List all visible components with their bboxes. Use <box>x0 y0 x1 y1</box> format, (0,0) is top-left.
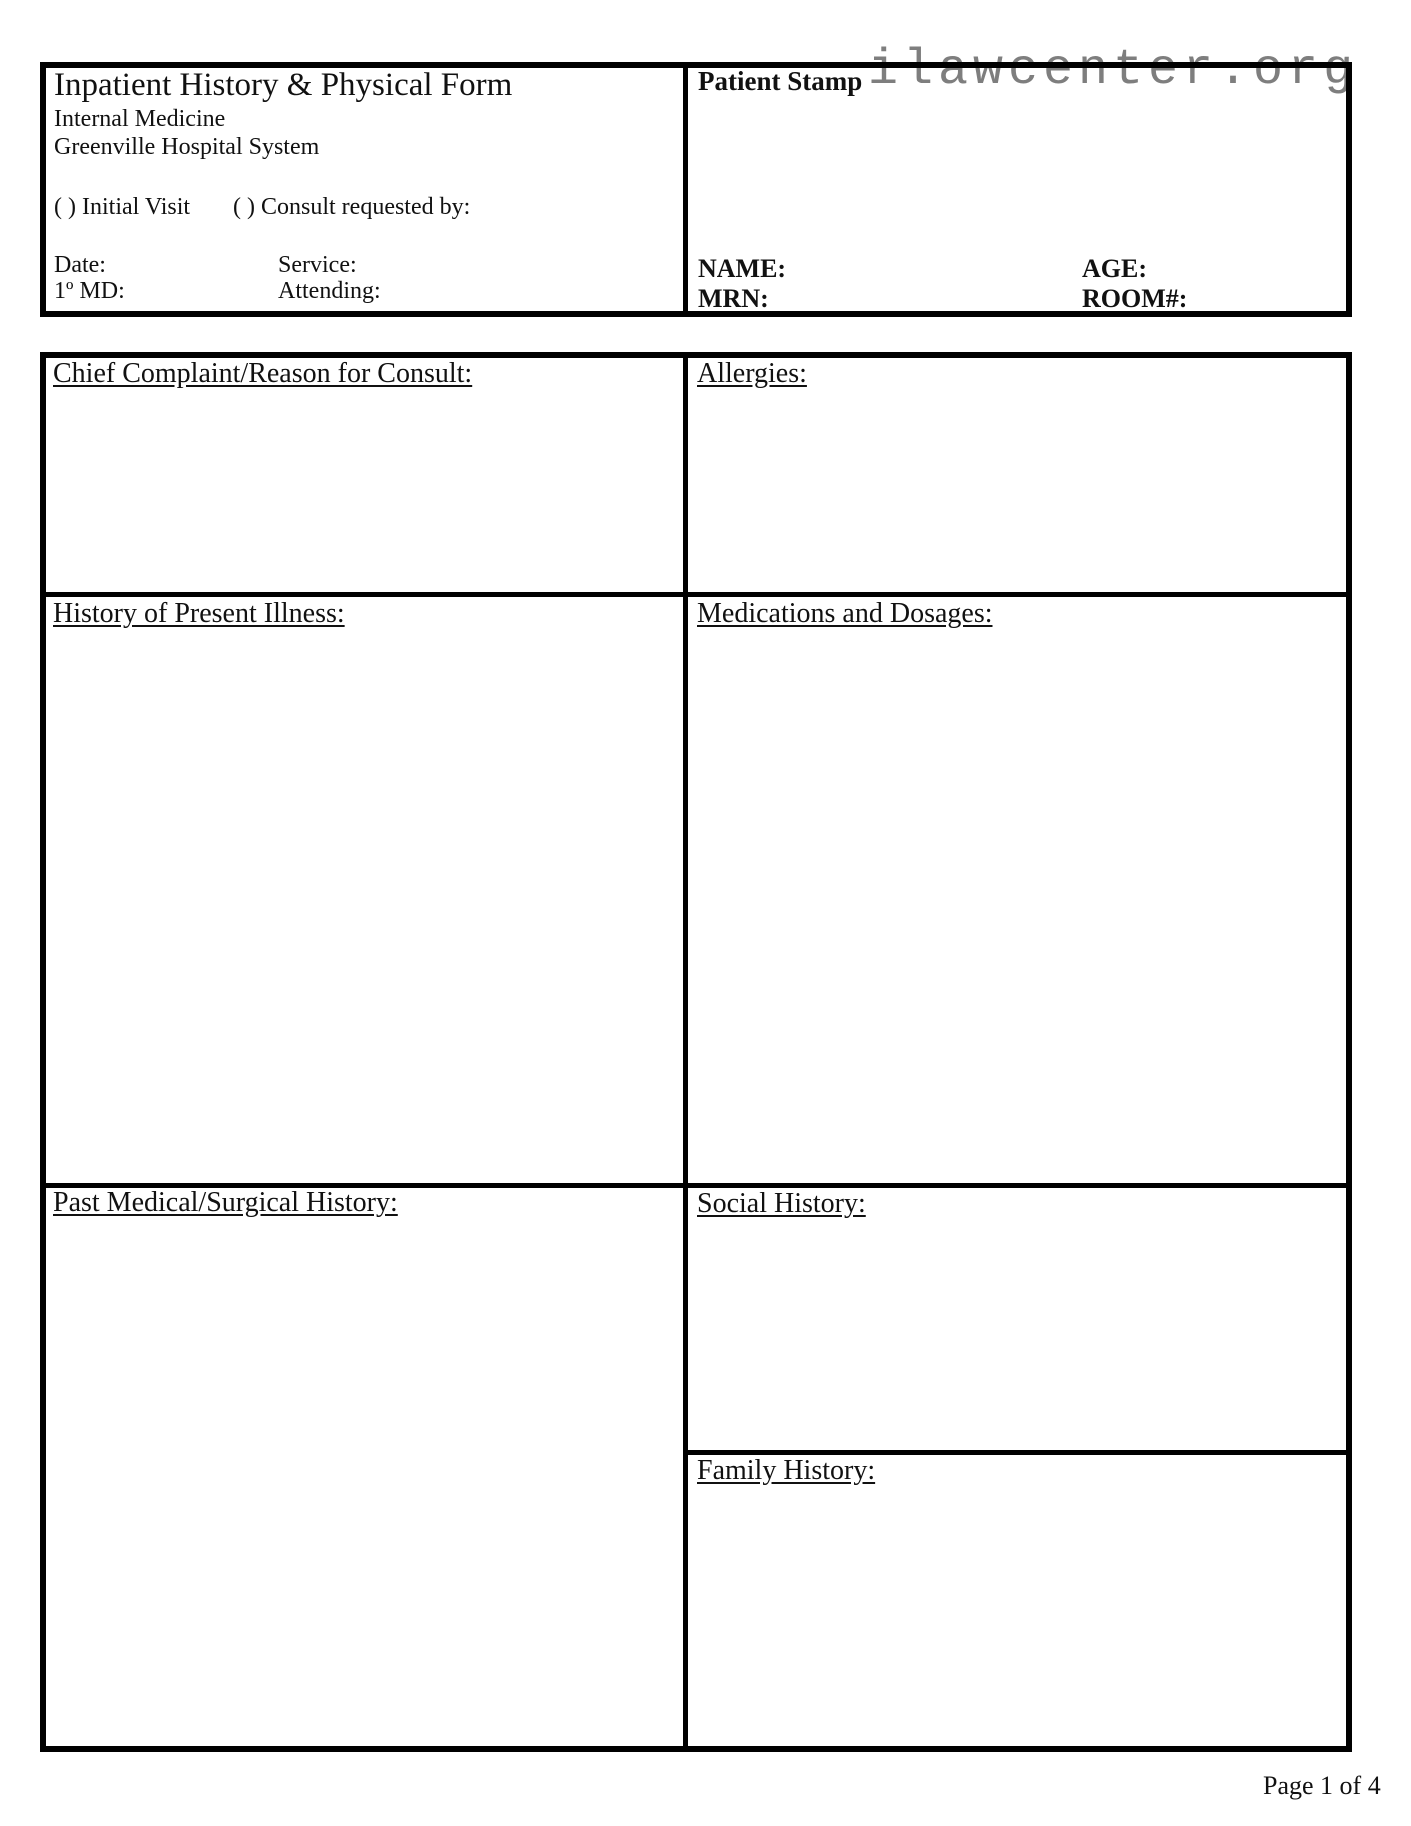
section-label-history-present-illness: History of Present Illness: <box>53 598 345 629</box>
department-subtitle: Internal Medicine <box>54 106 226 132</box>
attending-field-label: Attending: <box>278 278 381 304</box>
hospital-subtitle: Greenville Hospital System <box>54 134 320 160</box>
name-field-label: NAME: <box>698 254 787 283</box>
mrn-field-label: MRN: <box>698 284 769 313</box>
date-field-label: Date: <box>54 252 106 278</box>
section-label-past-medical: Past Medical/Surgical History: <box>53 1187 398 1218</box>
row-divider-1 <box>46 592 1346 597</box>
page-title: Inpatient History & Physical Form <box>54 67 513 103</box>
table-column-divider <box>683 358 688 1746</box>
section-label-social-history: Social History: <box>697 1188 866 1219</box>
watermark-text: ilawcenter.org <box>868 42 1359 99</box>
patient-stamp-label: Patient Stamp <box>698 66 863 96</box>
service-field-label: Service: <box>278 252 357 278</box>
header-column-divider <box>683 68 688 311</box>
form-table <box>40 352 1352 1752</box>
room-field-label: ROOM#: <box>1082 284 1188 313</box>
initial-visit-checkbox-label: ( ) Initial Visit <box>54 194 191 220</box>
consult-requested-checkbox-label: ( ) Consult requested by: <box>233 194 471 220</box>
page-number: Page 1 of 4 <box>1263 1771 1381 1800</box>
age-field-label: AGE: <box>1082 254 1147 283</box>
section-label-medications: Medications and Dosages: <box>697 598 993 629</box>
primary-md-field-label: 1º MD: <box>54 278 125 304</box>
section-label-chief-complaint: Chief Complaint/Reason for Consult: <box>53 358 473 389</box>
section-label-family-history: Family History: <box>697 1455 876 1486</box>
section-label-allergies: Allergies: <box>697 358 807 389</box>
